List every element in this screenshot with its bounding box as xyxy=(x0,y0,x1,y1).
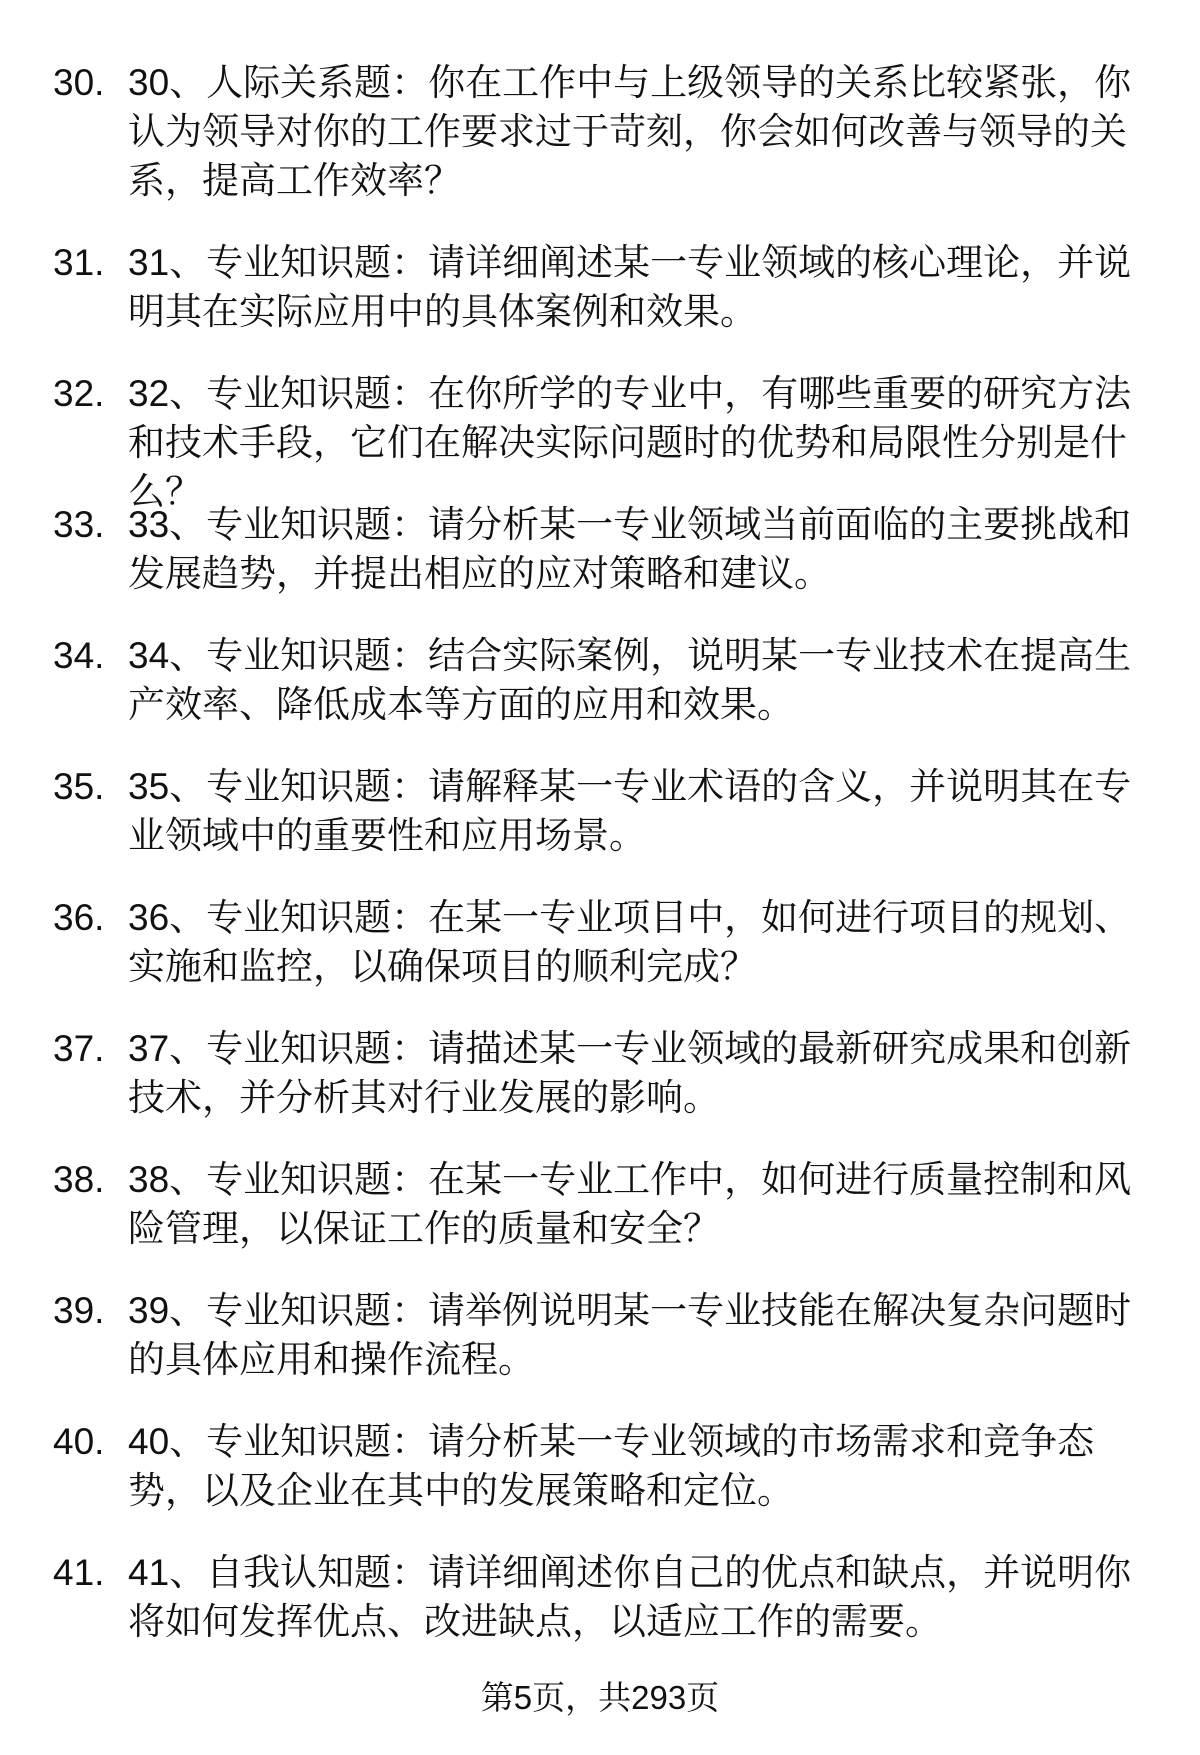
item-text: 30、人际关系题：你在工作中与上级领导的关系比较紧张，你认为领导对你的工作要求过于苛刻，你会如何改善与领导的关系，提高工作效率？ xyxy=(128,62,1132,201)
list-item xyxy=(0,1155,1200,1286)
item-text: 39、专业知识题：请举例说明某一专业技能在解决复杂问题时的具体应用和操作流程。 xyxy=(128,1290,1132,1380)
item-number: 34. xyxy=(53,635,105,676)
item-number: 39. xyxy=(53,1290,105,1331)
list-item xyxy=(0,762,1200,893)
list-item xyxy=(0,238,1200,369)
item-text: 38、专业知识题：在某一专业工作中，如何进行质量控制和风险管理，以保证工作的质量和安全？ xyxy=(128,1159,1132,1249)
list-item xyxy=(0,1024,1200,1155)
list-item xyxy=(0,631,1200,762)
question-list xyxy=(0,58,1200,1679)
list-item xyxy=(0,893,1200,1024)
item-text: 36、专业知识题：在某一专业项目中，如何进行项目的规划、实施和监控，以确保项目的顺利完成？ xyxy=(128,897,1132,987)
item-number: 38. xyxy=(53,1159,105,1200)
list-item xyxy=(0,1286,1200,1417)
list-item xyxy=(0,1417,1200,1548)
item-text: 37、专业知识题：请描述某一专业领域的最新研究成果和创新技术，并分析其对行业发展的影响。 xyxy=(128,1028,1132,1118)
item-number: 32. xyxy=(53,373,105,414)
item-text: 31、专业知识题：请详细阐述某一专业领域的核心理论，并说明其在实际应用中的具体案例和效果。 xyxy=(128,242,1132,332)
item-number: 41. xyxy=(53,1552,105,1593)
item-text: 33、专业知识题：请分析某一专业领域当前面临的主要挑战和发展趋势，并提出相应的应对策略和建议。 xyxy=(128,504,1132,594)
item-number: 40. xyxy=(53,1421,105,1462)
list-item xyxy=(0,369,1200,512)
item-text: 35、专业知识题：请解释某一专业术语的含义，并说明其在专业领域中的重要性和应用场景。 xyxy=(128,766,1132,856)
item-text: 32、专业知识题：在你所学的专业中，有哪些重要的研究方法和技术手段，它们在解决实际问题时的优势和局限性分别是什么？ xyxy=(128,373,1132,512)
item-number: 33. xyxy=(53,504,105,545)
item-number: 30. xyxy=(53,62,105,103)
page-footer: 第5页，共293页 xyxy=(480,1679,720,1716)
list-item xyxy=(0,58,1200,238)
item-text: 41、自我认知题：请详细阐述你自己的优点和缺点，并说明你将如何发挥优点、改进缺点，以适应工作的需要。 xyxy=(128,1552,1132,1642)
item-text: 34、专业知识题：结合实际案例，说明某一专业技术在提高生产效率、降低成本等方面的应用和效果。 xyxy=(128,635,1132,725)
list-item xyxy=(0,1548,1200,1679)
list-item xyxy=(0,500,1200,631)
item-number: 31. xyxy=(53,242,105,283)
item-text: 40、专业知识题：请分析某一专业领域的市场需求和竞争态势，以及企业在其中的发展策略和定位。 xyxy=(128,1421,1095,1511)
item-number: 35. xyxy=(53,766,105,807)
item-number: 36. xyxy=(53,897,105,938)
item-number: 37. xyxy=(53,1028,105,1069)
